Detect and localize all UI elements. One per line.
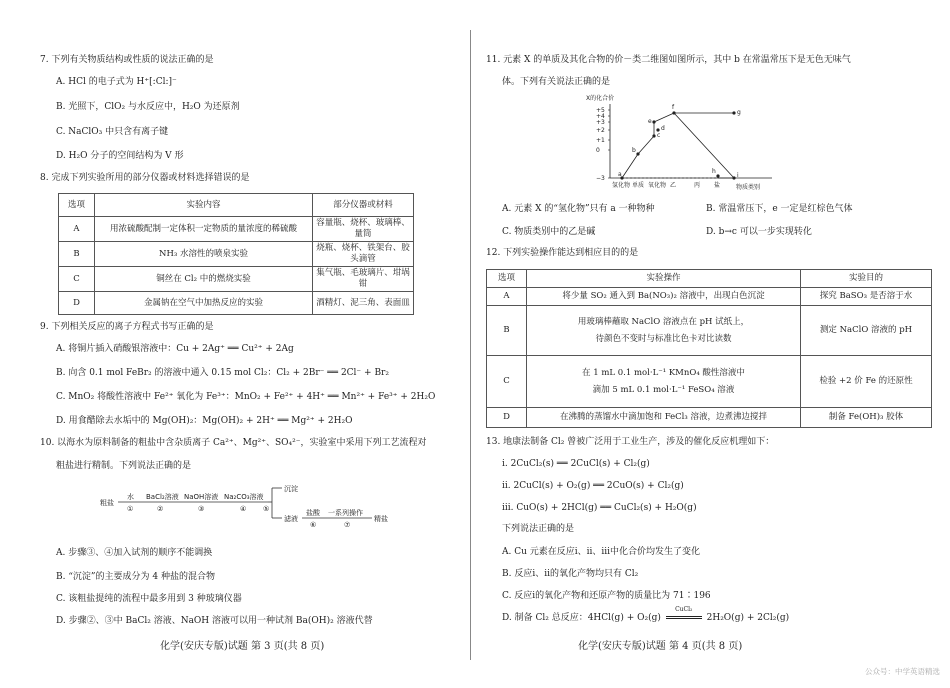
q12-cell: 在沸腾的蒸馏水中滴加饱和 FeCl₃ 溶液，边煮沸边搅拌 (527, 408, 801, 428)
q12-stem: 12. 下列实验操作能达到相应目的的是 (486, 248, 639, 258)
q12-cell: 测定 NaClO 溶液的 pH (801, 306, 932, 356)
chart-y-tick: +5 (596, 107, 605, 114)
table-row (59, 217, 414, 242)
q9-option-b: B. 向含 0.1 mol FeBr₂ 的溶液中通入 0.15 mol Cl₂：Cl₂ + 2Br⁻ ══ 2Cl⁻ + Br₂ (56, 368, 389, 378)
q8-header-materials: 部分仪器或材料 (313, 194, 414, 217)
flow-start: 粗盐 (100, 499, 114, 507)
q7-option-c: C. NaClO₃ 中只含有离子键 (56, 127, 169, 137)
flow-step-2-reagent: BaCl₂溶液 (146, 493, 179, 501)
chart-point-g (732, 111, 735, 114)
flow-step-3-number: ③ (198, 505, 205, 513)
chart-x-category: 盐 (714, 182, 721, 189)
flow-step-5-number: ⑤ (263, 505, 270, 513)
flow-step-4-number: ④ (240, 505, 247, 513)
q8-cell: A (59, 217, 95, 242)
q12-cell: 检验 +2 价 Fe 的还原性 (801, 356, 932, 408)
table-row (487, 288, 932, 306)
q12-cell (527, 356, 801, 408)
q8-cell: 集气瓶、毛玻璃片、坩埚钳 (313, 267, 414, 292)
flow-step-3-reagent: NaOH溶液 (184, 493, 219, 501)
q11-option-c: C. 物质类别中的乙是碱 (502, 227, 596, 237)
q11-option-b: B. 常温常压下，e 一定是红棕色气体 (706, 204, 853, 214)
chart-x-category: 单质 (632, 182, 645, 189)
q9-option-d: D. 用食醋除去水垢中的 Mg(OH)₂：Mg(OH)₂ + 2H⁺ ══ Mg²⁺ + 2H₂O (56, 416, 353, 426)
chart-point-b (636, 152, 639, 155)
q10-stem-line2: 粗盐进行精制。下列说法正确的是 (56, 461, 192, 471)
chart-point-f (672, 111, 675, 114)
chart-label-c: c (657, 132, 661, 139)
q12-cell (527, 306, 801, 356)
chart-x-category: 氢化物 (612, 182, 631, 189)
table-row (59, 242, 414, 267)
chart-point-i (732, 176, 735, 179)
q7-stem: 7. 下列有关物质结构或性质的说法正确的是 (40, 55, 214, 65)
q10-option-d: D. 步骤②、③中 BaCl₂ 溶液、NaOH 溶液可以用一种试剂 Ba(OH)₂ 溶液代替 (56, 616, 373, 626)
chart-label-h: h (712, 168, 716, 175)
flow-step-1-number: ① (127, 505, 134, 513)
q13-reaction-2: ⅱ. 2CuCl(s) + O₂(g) ══ 2CuO(s) + Cl₂(g) (502, 481, 684, 491)
q13-reaction-3: ⅲ. CuO(s) + 2HCl(g) ══ CuCl₂(s) + H₂O(g) (502, 503, 697, 513)
flow-precipitate: 沉淀 (284, 485, 298, 493)
q7-option-b: B. 光照下，ClO₂ 与水反应中，H₂O 为还原剂 (56, 102, 240, 112)
chart-y-tick: +4 (596, 113, 605, 120)
chart-label-f: f (672, 104, 675, 111)
q13-reaction-1: ⅰ. 2CuCl₂(s) ══ 2CuCl(s) + Cl₂(g) (502, 459, 650, 469)
flow-step-7-number: ⑦ (344, 521, 351, 529)
q12-cell: D (487, 408, 527, 428)
q8-cell: 容量瓶、烧杯、玻璃棒、量筒 (313, 217, 414, 242)
q12-cell: 探究 BaSO₃ 是否溶于水 (801, 288, 932, 306)
q8-cell: B (59, 242, 95, 267)
q12-header-purpose: 实验目的 (801, 270, 932, 288)
chart-label-g: g (737, 109, 741, 116)
q8-cell: D (59, 292, 95, 315)
footer-right: 化学(安庆专版)试题 第 4 页(共 8 页) (578, 641, 743, 652)
chart-label-d: d (661, 125, 665, 132)
q8-cell: NH₃ 水溶性的喷泉实验 (95, 242, 313, 267)
chart-label-a: a (618, 171, 622, 178)
q12-header-option: 选项 (487, 270, 527, 288)
q13-option-a: A. Cu 元素在反应ⅰ、ⅱ、ⅲ中化合价均发生了变化 (502, 547, 701, 557)
chart-y-tick: +3 (596, 119, 605, 126)
q12-cell: B (487, 306, 527, 356)
q9-option-a: A. 将铜片插入硝酸银溶液中：Cu + 2Ag⁺ ══ Cu²⁺ + 2Ag (56, 344, 294, 354)
flow-step-6-number: ⑥ (310, 521, 317, 529)
table-row (487, 306, 932, 356)
table-row (59, 292, 414, 315)
q11-valence-class-chart (582, 92, 792, 192)
q8-cell: 酒精灯、泥三角、表面皿 (313, 292, 414, 315)
q13-d-equals (666, 616, 702, 619)
chart-x-category: 氧化物 (648, 182, 667, 189)
chart-y-tick: −3 (596, 175, 605, 182)
q8-stem: 8. 完成下列实验所用的部分仪器或材料选择错误的是 (40, 173, 250, 183)
q11-option-d: D. b→c 可以一步实现转化 (706, 227, 812, 237)
q13-d-rhs: 2H₂O(g) + 2Cl₂(g) (706, 613, 790, 623)
left-column (0, 0, 472, 688)
q9-option-c: C. MnO₂ 将酸性溶液中 Fe²⁺ 氧化为 Fe³⁺：MnO₂ + Fe²⁺ + 4H⁺ ══ Mn²⁺ + Fe³⁺ + 2H₂O (56, 392, 436, 402)
q7-option-a: A. HCl 的电子式为 H⁺[:Cl:]⁻ (56, 77, 177, 87)
flow-step-2-number: ② (157, 505, 164, 513)
q13-option-d (502, 606, 790, 624)
q11-stem-line2: 体。下列有关说法正确的是 (502, 77, 611, 87)
q8-cell: 烧瓶、烧杯、铁架台、胶头滴管 (313, 242, 414, 267)
chart-point-e (652, 120, 655, 123)
q12-cell-line: 在 1 mL 0.1 mol·L⁻¹ KMnO₄ 酸性溶液中 (582, 367, 745, 378)
q8-header-content: 实验内容 (95, 194, 313, 217)
q13-option-c: C. 反应ⅰ的氧化产物和还原产物的质量比为 71∶196 (502, 591, 711, 601)
chart-label-b: b (632, 147, 636, 154)
q8-cell: 金属钠在空气中加热反应的实验 (95, 292, 313, 315)
flow-step-6-reagent: 盐酸 (306, 509, 320, 517)
q13-d-catalyst: CuCl₂ (675, 606, 693, 613)
q10-option-a: A. 步骤③、④加入试剂的顺序不能调换 (56, 548, 213, 558)
table-row (487, 356, 932, 408)
q8-header-option: 选项 (59, 194, 95, 217)
chart-x-label: 物质类别 (736, 184, 761, 191)
chart-y-tick: +1 (596, 137, 605, 144)
q12-cell-line: 待颜色不变时与标准比色卡对比读数 (595, 333, 732, 344)
chart-label-e: e (648, 118, 652, 125)
chart-x-category: 乙 (670, 182, 677, 189)
q12-table (486, 269, 932, 428)
table-row (59, 267, 414, 292)
chart-y-tick: +2 (596, 127, 605, 134)
chart-point-h (716, 174, 719, 177)
chart-point-c (652, 134, 655, 137)
chart-line-f-i (674, 113, 734, 178)
q12-header-operation: 实验操作 (527, 270, 801, 288)
q9-stem: 9. 下列相关反应的离子方程式书写正确的是 (40, 322, 214, 332)
q10-process-flow (100, 480, 400, 530)
q11-option-a: A. 元素 X 的“氢化物”只有 a 一种物种 (502, 204, 655, 214)
chart-x-category: 丙 (694, 182, 701, 189)
flow-filtrate: 滤液 (284, 515, 298, 523)
q8-cell: 用浓硫酸配制一定体积一定物质的量浓度的稀硫酸 (95, 217, 313, 242)
q12-cell: A (487, 288, 527, 306)
chart-line-b-c (638, 136, 654, 154)
q8-cell: C (59, 267, 95, 292)
right-column (472, 0, 950, 688)
q11-stem-line1: 11. 元素 X 的单质及其化合物的价－类二维图如图所示，其中 b 在常温常压下是无色无味气 (486, 55, 851, 65)
chart-line-a-b (622, 154, 638, 178)
chart-line-e-f (654, 113, 674, 122)
chart-y-tick: 0 (596, 147, 600, 154)
q13-d-lhs: D. 制备 Cl₂ 总反应：4HCl(g) + O₂(g) (502, 613, 661, 623)
q10-option-b: B. “沉淀”的主要成分为 4 种盐的混合物 (56, 572, 215, 582)
q8-table (58, 193, 414, 315)
flow-step-7-reagent: 一系列操作 (328, 509, 363, 517)
q13-option-b: B. 反应ⅰ、ⅱ的氧化产物均只有 Cl₂ (502, 569, 639, 579)
q12-cell-line: 用玻璃棒蘸取 NaClO 溶液点在 pH 试纸上， (577, 316, 750, 327)
chart-y-label: X的化合价 (586, 95, 615, 102)
flow-end: 精盐 (374, 515, 388, 523)
q12-cell-line: 滴加 5 mL 0.1 mol·L⁻¹ FeSO₄ 溶液 (592, 384, 735, 395)
chart-label-i: i (737, 172, 739, 179)
q12-cell: 将少量 SO₂ 通入到 Ba(NO₃)₂ 溶液中，出现白色沉淀 (527, 288, 801, 306)
q12-cell: C (487, 356, 527, 408)
q13-stem: 13. 地康法制备 Cl₂ 曾被广泛用于工业生产，涉及的催化反应机理如下： (486, 437, 775, 447)
q13-d-arrow (664, 606, 704, 624)
q7-option-d: D. H₂O 分子的空间结构为 V 形 (56, 151, 184, 161)
table-row (487, 408, 932, 428)
watermark: 公众号：中学英语精选 (865, 667, 940, 676)
footer-left: 化学(安庆专版)试题 第 3 页(共 8 页) (160, 641, 325, 652)
q10-option-c: C. 该粗盐提纯的流程中最多用到 3 种玻璃仪器 (56, 594, 242, 604)
q13-ask: 下列说法正确的是 (502, 524, 575, 534)
q8-cell: 铜丝在 Cl₂ 中的燃烧实验 (95, 267, 313, 292)
q10-stem-line1: 10. 以海水为原料制备的粗盐中含杂质离子 Ca²⁺、Mg²⁺、SO₄²⁻，实验室中采用下列工艺流程对 (40, 438, 427, 448)
flow-step-4-reagent: Na₂CO₃溶液 (224, 493, 264, 501)
q12-cell: 制备 Fe(OH)₃ 胶体 (801, 408, 932, 428)
flow-step-1-reagent: 水 (127, 493, 134, 501)
